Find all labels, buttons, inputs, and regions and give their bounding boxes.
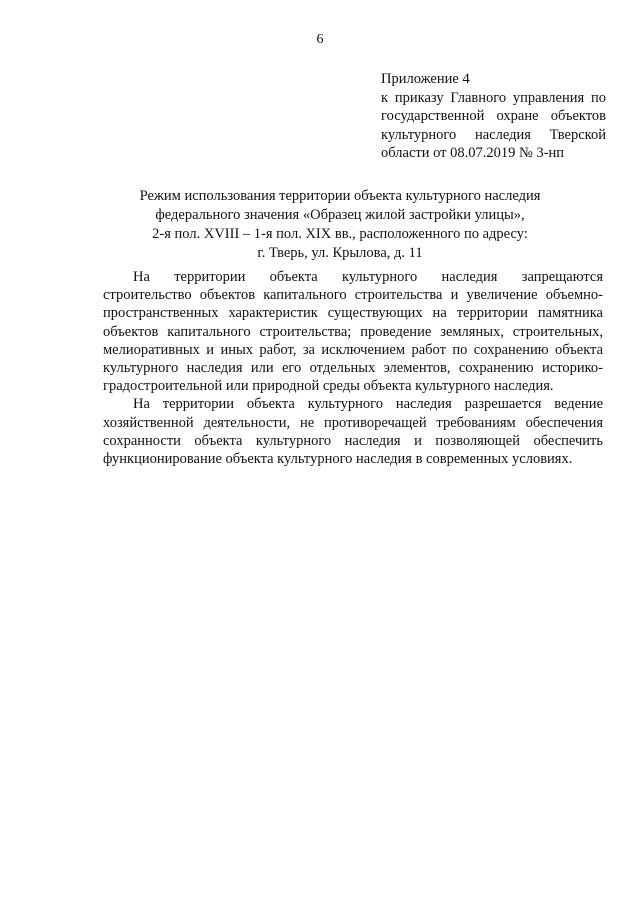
body-line: На территории объекта культурного наследия запрещаются: [133, 269, 603, 285]
body-line: функционирование объекта культурного наследия в современных условиях.: [103, 451, 573, 468]
page-number: 6: [316, 32, 324, 47]
appendix-line: государственной охране объектов: [381, 108, 606, 124]
title-line: федерального значения «Образец жилой застройки улицы»,: [155, 207, 525, 223]
body-line: сохранности объекта культурного наследия и позволяющей обеспечить: [103, 432, 603, 449]
paragraph-permissions: [103, 395, 603, 468]
body-line: культурного наследия или его отдельных элементов, сохранению историко-: [103, 360, 603, 377]
appendix-block: [381, 70, 606, 163]
body-line: мелиоративных и иных работ, за исключением работ по сохранению объекта: [103, 341, 603, 358]
body-line: На территории объекта культурного наследия разрешается ведение: [133, 396, 603, 413]
document-title: [100, 187, 580, 263]
title-line: 2-я пол. XVIII – 1-я пол. XIX вв., расположенного по адресу:: [152, 226, 528, 242]
body-line: строительство объектов капитального строительства и увеличение объемно-: [103, 287, 603, 304]
paragraph-prohibitions: [103, 268, 603, 395]
appendix-line: Приложение 4: [381, 71, 470, 87]
body-line: хозяйственной деятельности, не противоречащей требованиям обеспечения: [103, 414, 603, 431]
appendix-line: культурного наследия Тверской: [381, 126, 606, 143]
appendix-line: к приказу Главного управления по: [381, 89, 606, 106]
title-line: Режим использования территории объекта культурного наследия: [139, 188, 541, 204]
body-line: объектов капитального строительства; проведение земляных, строительных,: [103, 323, 603, 340]
title-line: г. Тверь, ул. Крылова, д. 11: [257, 245, 423, 261]
body-line: пространственных характеристик существующих на территории памятника: [103, 305, 603, 322]
document-body: [103, 268, 603, 468]
body-line: градостроительной или природной среды объекта культурного наследия.: [103, 378, 554, 395]
appendix-line: области от 08.07.2019 № 3-нп: [381, 145, 565, 161]
